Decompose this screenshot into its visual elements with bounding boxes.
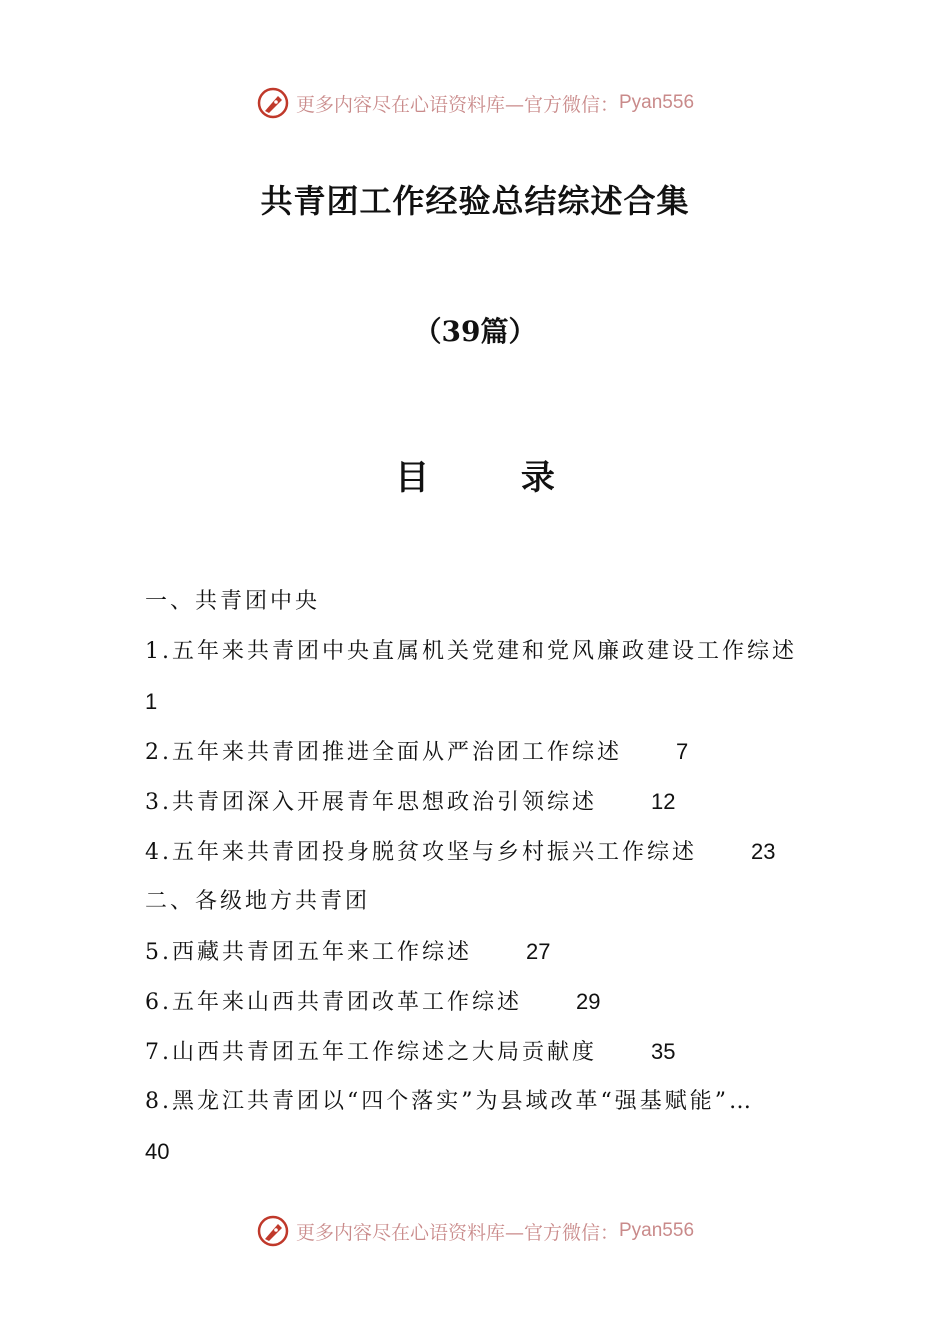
toc-entry-label: 3.共青团深入开展青年思想政治引领综述 <box>145 790 597 815</box>
toc-entry[interactable] <box>145 982 825 1032</box>
toc-entry-label: 4.五年来共青团投身脱贫攻坚与乡村振兴工作综述 <box>145 840 697 865</box>
toc-entry-page-wrap <box>145 1132 825 1182</box>
toc-entry-page: 40 <box>145 1139 170 1164</box>
toc-entry-page: 23 <box>751 839 776 864</box>
toc-entry-label: 7.山西共青团五年工作综述之大局贡献度 <box>145 1040 597 1065</box>
toc-entry-page: 27 <box>526 939 551 964</box>
table-of-contents <box>145 582 825 1182</box>
toc-entry-page: 12 <box>651 789 676 814</box>
watermark-header <box>0 86 950 120</box>
toc-entry-page: 35 <box>651 1039 676 1064</box>
toc-entry-label: 1.五年来共青团中央直属机关党建和党风廉政建设工作综述 <box>145 639 797 664</box>
toc-entry-label: 8.黑龙江共青团以“四个落实”为县域改革“强基赋能”… <box>145 1089 754 1114</box>
toc-section <box>145 882 825 932</box>
toc-section <box>145 582 825 632</box>
toc-entry[interactable] <box>145 782 825 832</box>
toc-entry-page-wrap <box>145 682 825 732</box>
watermark-handle: Pyan556 <box>619 92 695 113</box>
toc-entry[interactable] <box>145 1082 825 1132</box>
pen-nib-circle-icon <box>256 86 290 120</box>
watermark-text: 更多内容尽在心语资料库—官方微信： <box>295 1221 619 1244</box>
toc-entry[interactable] <box>145 632 825 682</box>
watermark-footer <box>0 1214 950 1248</box>
watermark-text: 更多内容尽在心语资料库—官方微信： <box>295 93 619 116</box>
toc-entry-page: 29 <box>576 989 601 1014</box>
toc-heading: 目 录 <box>395 458 595 498</box>
watermark-handle: Pyan556 <box>619 1220 695 1241</box>
toc-entry-page: 1 <box>145 689 158 714</box>
toc-section-label: 二、各级地方共青团 <box>145 889 371 914</box>
toc-entry-label: 5.西藏共青团五年来工作综述 <box>145 940 472 965</box>
toc-entry-label: 6.五年来山西共青团改革工作综述 <box>145 990 522 1015</box>
toc-entry[interactable] <box>145 932 825 982</box>
toc-entry[interactable] <box>145 1032 825 1082</box>
toc-entry-label: 2.五年来共青团推进全面从严治团工作综述 <box>145 740 622 765</box>
toc-entry-page: 7 <box>676 739 689 764</box>
document-subtitle: （39篇） <box>413 315 537 348</box>
pen-nib-circle-icon <box>256 1214 290 1248</box>
document-title: 共青团工作经验总结综述合集 <box>260 182 690 220</box>
toc-entry[interactable] <box>145 732 825 782</box>
toc-entry[interactable] <box>145 832 825 882</box>
toc-section-label: 一、共青团中央 <box>145 589 321 614</box>
